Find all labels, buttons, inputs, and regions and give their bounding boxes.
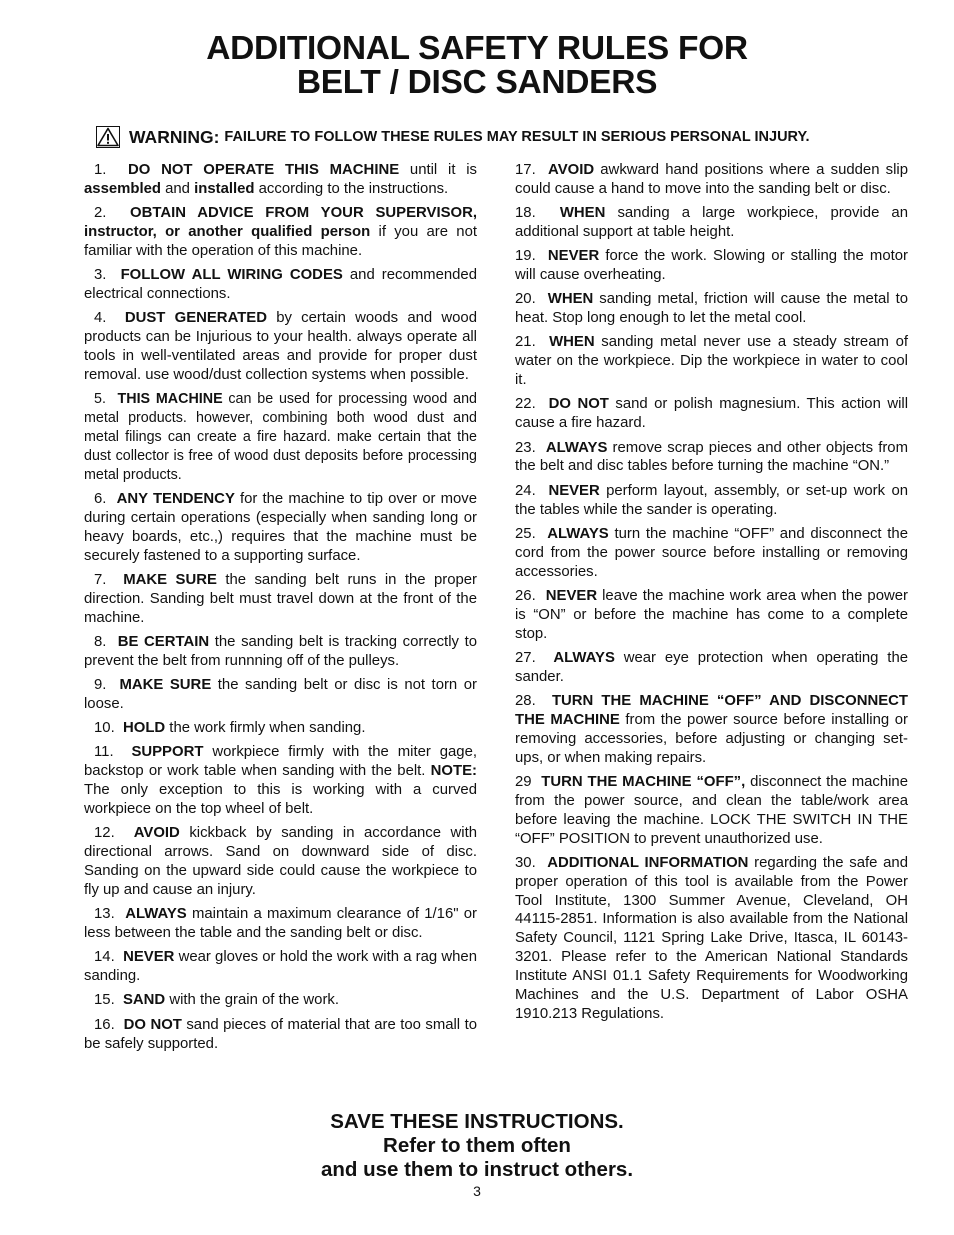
safety-rule [84, 266, 477, 304]
safety-rule [515, 161, 908, 199]
safety-rule [84, 633, 477, 671]
safety-rule [84, 161, 477, 199]
rule-number: 12. [94, 825, 115, 842]
rule-text: the work firmly when sanding. [165, 720, 366, 737]
rule-emphasis: DO NOT [548, 396, 609, 413]
rule-emphasis: DO NOT [123, 1016, 182, 1033]
rule-number: 30. [515, 854, 536, 871]
rule-number: 11. [94, 744, 114, 761]
rule-text: sanding a large workpiece, provide an additional support at table height. [515, 205, 908, 241]
rule-emphasis: installed [194, 180, 255, 197]
rule-text: the sanding belt runs in the proper direction. Sanding belt must travel down at the front of the machine. [84, 571, 477, 626]
rule-emphasis: OBTAIN ADVICE FROM YOUR SUPERVISOR, instructor, or another qualified person [84, 205, 477, 241]
rule-text: sand or polish magnesium. This action will cause a fire hazard. [515, 396, 909, 432]
safety-rule [515, 333, 908, 390]
rule-text: wear gloves or hold the work with a rag when sanding. [84, 949, 477, 985]
rule-emphasis: THIS MACHINE [117, 391, 223, 408]
safety-rule [84, 1016, 477, 1054]
safety-rule [84, 905, 477, 943]
rule-emphasis: NEVER [548, 482, 600, 499]
rule-text: and recommended electrical connections. [84, 267, 477, 303]
rule-number: 7. [94, 571, 107, 588]
rule-text: leave the machine work area when the power is “ON” or before the machine has come to a complete stop. [515, 587, 908, 642]
rule-emphasis: ADDITIONAL INFORMATION [547, 854, 749, 871]
rule-text: disconnect the machine from the power source, and clean the table/work area before leaving the machine. LOCK THE SWITCH IN THE “OFF” POSITION to prevent unauthorized use. [515, 773, 908, 847]
rule-text: sand pieces of material that are too small to be safely supported. [84, 1016, 477, 1052]
safety-rule [515, 204, 908, 242]
footer-line-1: SAVE THESE INSTRUCTIONS. [330, 1110, 624, 1133]
rule-number: 2. [94, 205, 107, 222]
safety-rule [84, 490, 477, 566]
safety-rule [84, 676, 477, 714]
rule-emphasis: WHEN [547, 291, 594, 308]
safety-rule [515, 482, 908, 520]
rule-text: sanding metal, friction will cause the metal to heat. Stop long enough to let the metal cool. [515, 291, 908, 327]
rule-number: 4. [94, 310, 107, 327]
safety-rule [84, 948, 477, 986]
rule-text: regarding the safe and proper operation of this tool is available from the Power Tool Institute, 1300 Summer Avenue, Cleveland, OH 44115-2851. Information is also available from the National Safety Council, 1121 Spring Lake Drive, Itasca, IL 60143-3201. Please refer to the American National Standards Institute ANSI 01.1 Safety Requirements for Woodworking Machines and the U.S. Department of Labor OSHA 1910.213 Regulations. [515, 854, 908, 1023]
rule-number: 8. [94, 633, 107, 650]
rule-emphasis: BE CERTAIN [117, 633, 210, 650]
rule-number: 15. [94, 992, 115, 1009]
safety-rule [84, 824, 477, 900]
rule-text: maintain a maximum clearance of 1/16" or less between the table and the sanding belt or disc. [84, 906, 478, 942]
safety-rule [84, 204, 477, 261]
rule-emphasis: NEVER [545, 587, 598, 604]
rule-emphasis: AVOID [548, 162, 595, 178]
rule-text: by certain woods and wood products can be Injurious to your health. always operate all tools in well-ventilated areas and provide for proper dust removal. use wood/dust collection systems when possible. [84, 310, 477, 383]
rule-text: kickback by sanding in accordance with directional arrows. Sand on downward side of disc. Sanding on the upward side could cause the workpiece to fly up and cause an injury. [84, 825, 477, 898]
rule-emphasis: HOLD [122, 720, 166, 737]
safety-rule [84, 743, 477, 819]
rule-emphasis: SAND [122, 992, 166, 1009]
rule-emphasis: SUPPORT [131, 744, 204, 761]
safety-rule [515, 773, 908, 849]
rule-number: 23. [515, 439, 536, 456]
rule-emphasis: WHEN [549, 334, 595, 351]
warning-label: WARNING [129, 126, 214, 147]
rule-text: can be used for processing wood and metal products. however, combining both wood dust and metal filings can create a fire hazard. make certain that the dust collector is free of wood dust deposits before processing metal products. [84, 391, 477, 483]
rule-emphasis: WHEN [559, 205, 606, 222]
rule-number: 24. [515, 482, 536, 499]
rule-number: 5. [94, 391, 106, 408]
footer-save-instructions [0, 1110, 954, 1182]
safety-rule [515, 587, 908, 644]
rule-emphasis: ALWAYS [125, 906, 187, 923]
page-number: 3 [473, 1183, 481, 1199]
rule-text: sanding metal never use a steady stream of water on the workpiece. Dip the workpiece in water to cool it. [515, 334, 908, 389]
rule-emphasis: MAKE SURE [123, 571, 217, 588]
rule-text: workpiece firmly with the miter gage, backstop or work table when sanding with the belt. [84, 744, 477, 780]
rule-text: remove scrap pieces and other objects from the belt and disc tables before turning the machine “ON.” [515, 439, 908, 475]
rule-text: the sanding belt is tracking correctly to prevent the belt from runnning off of the pulleys. [84, 633, 478, 669]
rule-number: 1. [94, 162, 107, 178]
rule-text: force the work. Slowing or stalling the motor will cause overheating. [515, 248, 908, 284]
safety-rule [515, 395, 908, 433]
safety-rule [84, 719, 477, 738]
rule-number: 17. [515, 162, 536, 178]
rule-number: 26. [515, 587, 536, 604]
rule-emphasis: ANY TENDENCY [116, 490, 235, 507]
rules-column-right [515, 161, 908, 1029]
rule-number: 16. [94, 1016, 115, 1033]
rule-text: The only exception to this is working with a curved workpiece on the top wheel of belt. [84, 782, 477, 818]
rule-emphasis: ALWAYS [553, 649, 615, 666]
safety-rule [84, 991, 477, 1010]
footer-line-3: and use them to instruct others. [320, 1158, 634, 1181]
page-title [0, 32, 954, 100]
rule-text: according to the instructions. [254, 180, 449, 197]
rule-number: 20. [515, 291, 536, 308]
rule-text: until it is [399, 162, 477, 178]
rule-number: 21. [515, 334, 536, 351]
warning-colon: : [213, 126, 220, 147]
safety-rule [515, 854, 908, 1024]
safety-rule [515, 649, 908, 687]
rule-text: and [160, 180, 195, 197]
warning-message: FAILURE TO FOLLOW THESE RULES MAY RESULT IN SERIOUS PERSONAL INJURY. [224, 129, 810, 145]
rule-text: the sanding belt or disc is not torn or loose. [84, 677, 477, 712]
rule-number: 25. [515, 525, 536, 542]
safety-rule [84, 390, 477, 485]
page-title-line-1: ADDITIONAL SAFETY RULES FOR [206, 30, 748, 67]
rule-emphasis: DUST GENERATED [124, 310, 267, 327]
rule-text: awkward hand positions where a sudden slip could cause a hand to move into the sanding belt or disc. [515, 162, 908, 197]
page-title-line-2: BELT / DISC SANDERS [296, 64, 658, 101]
rule-emphasis: AVOID [133, 825, 180, 842]
rule-text: with the grain of the work. [165, 992, 339, 1009]
warning-triangle-icon [96, 126, 120, 148]
rule-emphasis: NEVER [547, 248, 600, 265]
rule-text: from the power source before installing or removing accessories, before adjusting or changing set-ups, or when making repairs. [515, 711, 908, 766]
rule-text: turn the machine “OFF” and disconnect the cord from the power source before installing or removing accessories. [515, 525, 908, 580]
rule-number: 10. [94, 720, 115, 737]
rule-number: 18. [515, 205, 536, 222]
safety-rule [515, 525, 908, 582]
rules-column-left [84, 161, 477, 1059]
rule-emphasis: TURN THE MACHINE “OFF” AND DISCONNECT THE MACHINE [515, 692, 908, 728]
rule-number: 27. [515, 649, 536, 666]
safety-rule [515, 247, 908, 285]
rule-text: perform layout, assembly, or set-up work on the tables while the sander is operating. [515, 482, 909, 518]
rule-number: 3. [94, 267, 107, 284]
rule-number: 22. [515, 396, 536, 413]
rule-emphasis: NOTE: [430, 763, 477, 780]
rule-emphasis: TURN THE MACHINE “OFF”, [541, 773, 746, 790]
rule-number: 9. [94, 677, 107, 694]
footer-line-2: Refer to them often [383, 1134, 571, 1157]
safety-rule [515, 692, 908, 768]
rule-emphasis: NEVER [123, 949, 175, 966]
rule-emphasis: MAKE SURE [119, 677, 212, 694]
warning-banner [96, 126, 896, 148]
rule-number: 19. [515, 248, 536, 265]
rule-emphasis: assembled [84, 180, 161, 197]
safety-rule [515, 439, 908, 477]
rule-emphasis: ALWAYS [547, 525, 609, 542]
safety-rule [84, 571, 477, 628]
rule-number: 13. [94, 906, 115, 923]
safety-rule [515, 290, 908, 328]
rule-emphasis: FOLLOW ALL WIRING CODES [120, 267, 343, 284]
rule-text: if you are not familiar with the operation of this machine. [84, 224, 477, 259]
safety-rule [84, 309, 477, 385]
rule-text: wear eye protection when operating the sander. [515, 649, 909, 685]
rule-emphasis: ALWAYS [545, 439, 608, 456]
rule-number: 6. [94, 490, 107, 507]
rule-text: for the machine to tip over or move during certain operations (especially when sanding long or heavy boards, etc.,) requires that the machine must be securely fastened to a supporting surface. [84, 490, 477, 564]
rule-number: 28. [515, 692, 536, 709]
rule-number: 29 [515, 773, 532, 790]
rule-emphasis: DO NOT OPERATE THIS MACHINE [127, 162, 400, 178]
rule-number: 14. [94, 949, 115, 966]
